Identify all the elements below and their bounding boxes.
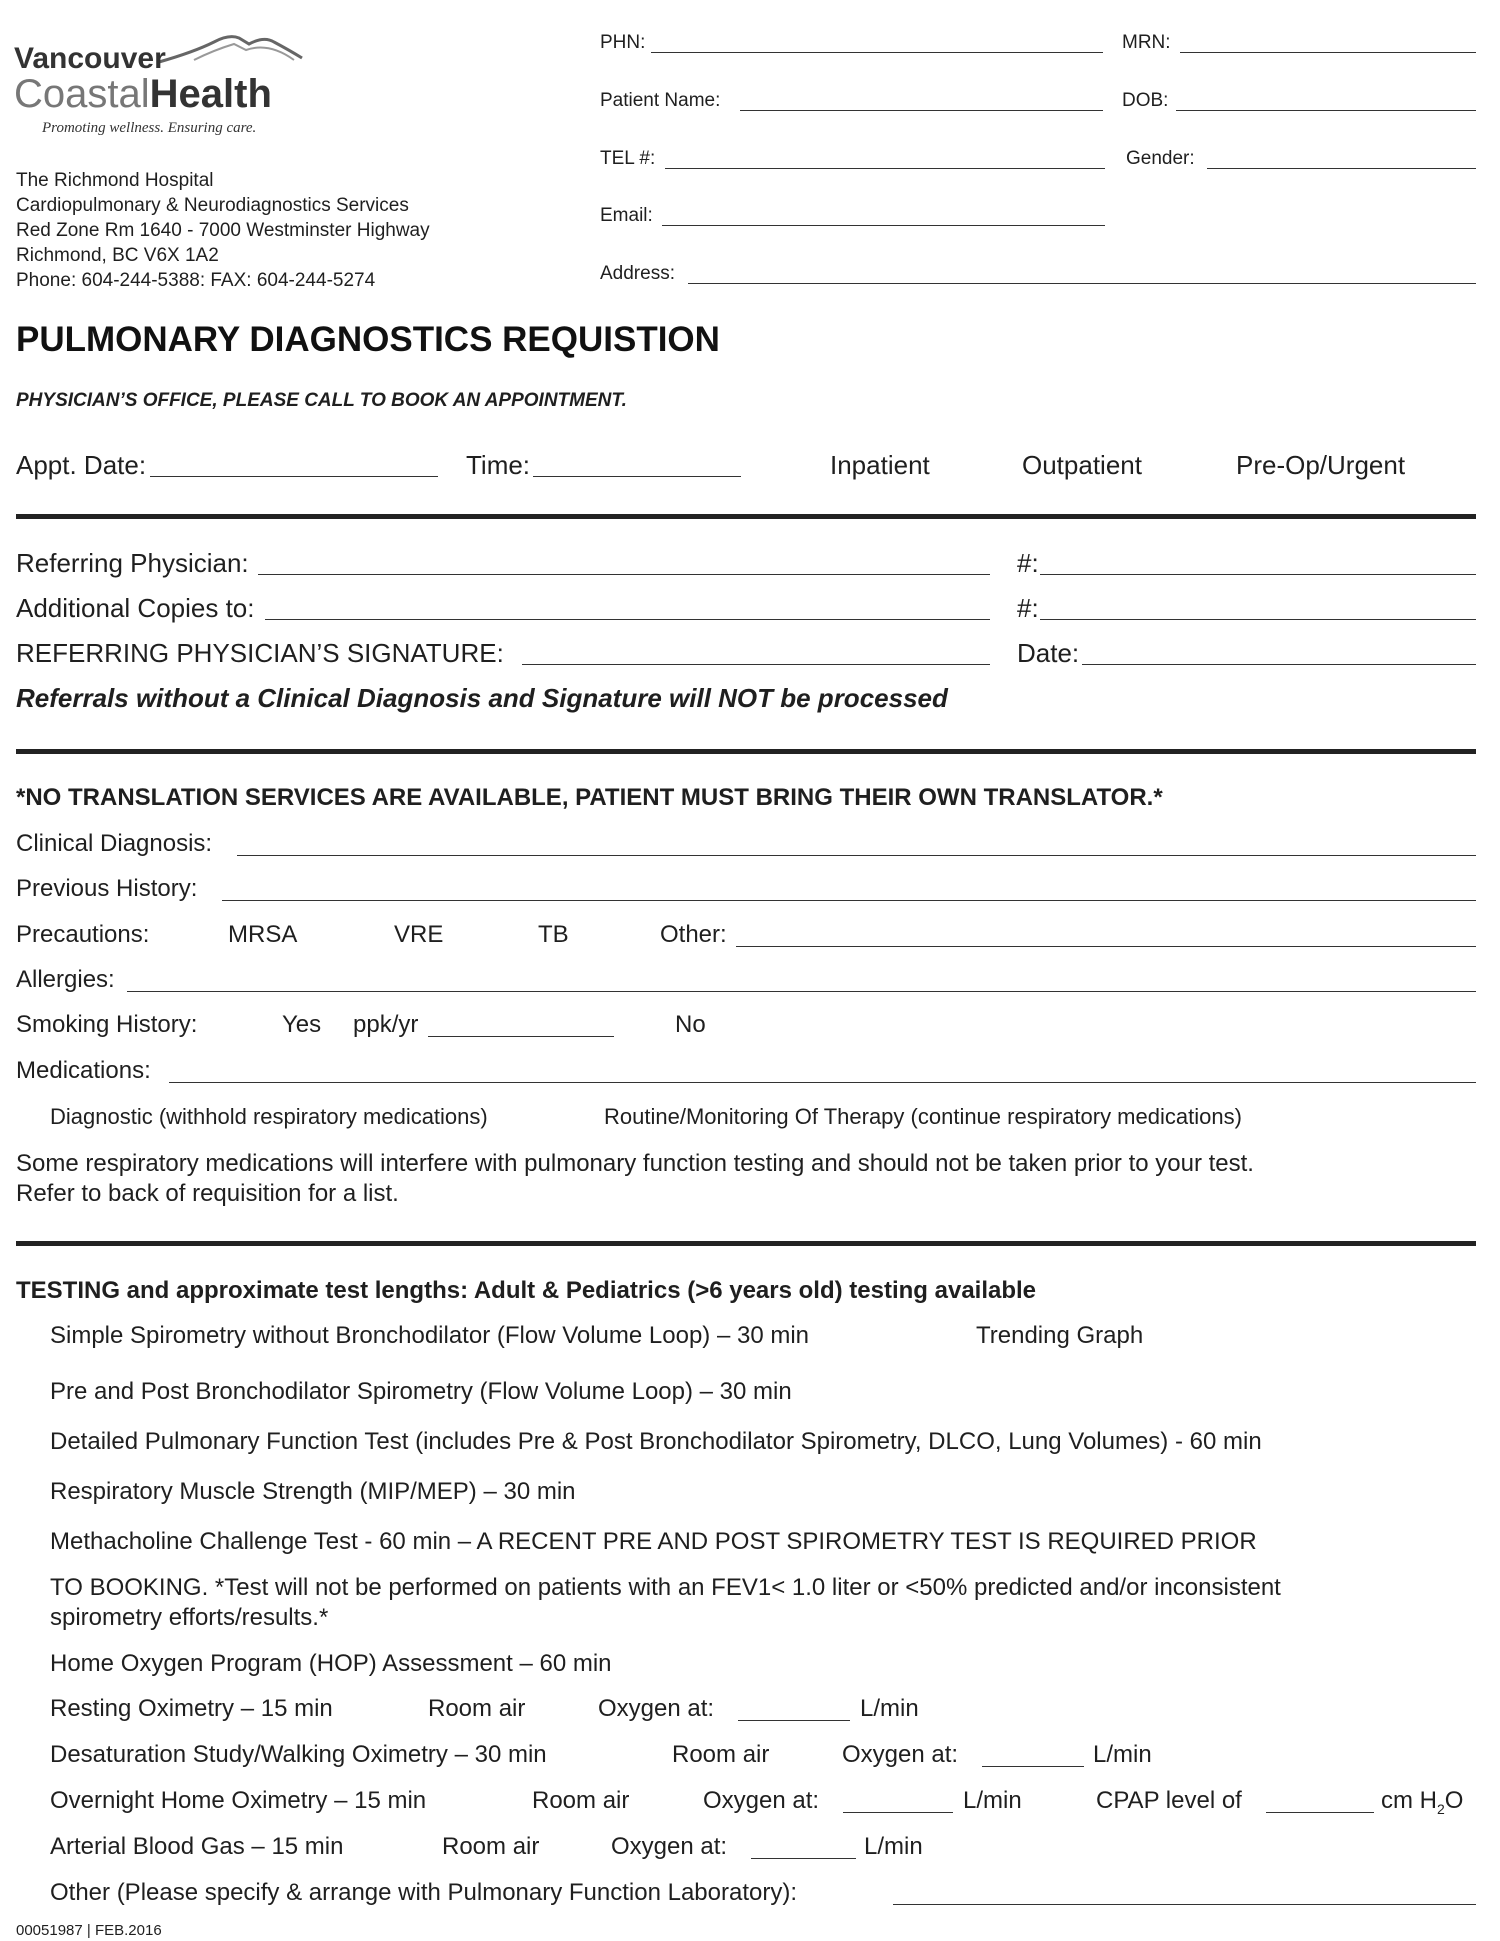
patient-name-field[interactable] [740,110,1103,111]
room-air-option[interactable]: Room air [672,1741,770,1768]
address-label: Address: [600,263,675,284]
smoking-yes-option[interactable]: Yes [282,1011,322,1038]
test-pre-post-spirometry[interactable]: Pre and Post Bronchodilator Spirometry (Flow Volume Loop) – 30 min [50,1378,792,1405]
signature-date-field[interactable] [1082,664,1476,665]
test-muscle-strength[interactable]: Respiratory Muscle Strength (MIP/MEP) – 30 min [50,1478,576,1505]
testing-heading: TESTING and approximate test lengths: Adult & Pediatrics (>6 years old) testing available [16,1277,1037,1304]
dob-field[interactable] [1176,110,1476,111]
smoking-history-label: Smoking History: [16,1011,198,1038]
appt-date-label: Appt. Date: [16,450,147,480]
address-field[interactable] [688,283,1476,284]
inpatient-option[interactable]: Inpatient [830,450,930,480]
test-trending-graph[interactable]: Trending Graph [976,1322,1144,1349]
hospital-address [16,168,430,293]
test-detailed-pft[interactable]: Detailed Pulmonary Function Test (includes Pre & Post Bronchodilator Spirometry, DLCO, Lung Volumes) - 60 min [50,1428,1262,1455]
dob-label: DOB: [1122,90,1169,111]
test-arterial-blood-gas[interactable]: Arterial Blood Gas – 15 min [50,1833,344,1860]
methacholine-note: TO BOOKING. *Test will not be performed on patients with an FEV1< 1.0 liter or <50% predicted and/or inconsistent [50,1574,1281,1601]
oxygen-rate-field[interactable] [738,1720,850,1721]
signature-label: REFERRING PHYSICIAN’S SIGNATURE: [16,638,504,668]
test-hop-assessment[interactable]: Home Oxygen Program (HOP) Assessment – 60 min [50,1650,612,1677]
clinical-diagnosis-label: Clinical Diagnosis: [16,830,213,857]
medication-note: Some respiratory medications will interfere with pulmonary function testing and should not be taken prior to your test. [16,1150,1254,1177]
address-line: The Richmond Hospital [16,170,214,191]
gender-field[interactable] [1207,168,1476,169]
phn-label: PHN: [600,32,646,53]
oxygen-rate-field[interactable] [982,1766,1084,1767]
methacholine-note: spirometry efforts/results.* [50,1604,329,1631]
referring-physician-field[interactable] [258,574,990,575]
logo-health: Health [149,72,272,116]
patient-name-label: Patient Name: [600,90,721,111]
page-title: PULMONARY DIAGNOSTICS REQUISTION [16,320,720,359]
other-precaution-field[interactable] [736,946,1476,947]
tel-field[interactable] [665,168,1105,169]
oxygen-at-label: Oxygen at: [611,1833,728,1860]
test-simple-spirometry[interactable]: Simple Spirometry without Bronchodilator (Flow Volume Loop) – 30 min [50,1322,810,1349]
time-field[interactable] [533,476,741,477]
room-air-option[interactable]: Room air [442,1833,540,1860]
copies-number-field[interactable] [1040,619,1476,620]
signature-field[interactable] [522,664,990,665]
translation-notice: *NO TRANSLATION SERVICES ARE AVAILABLE, PATIENT MUST BRING THEIR OWN TRANSLATOR.* [16,784,1163,811]
cm-h2o-unit [1381,1787,1463,1817]
mrn-label: MRN: [1122,32,1171,53]
oxygen-at-label: Oxygen at: [842,1741,959,1768]
address-line: Cardiopulmonary & Neurodiagnostics Services [16,195,409,216]
lmin-label: L/min [963,1787,1022,1814]
o-text: O [1444,1787,1464,1814]
cpap-level-field[interactable] [1266,1812,1374,1813]
smoking-no-option[interactable]: No [675,1011,706,1038]
vre-option[interactable]: VRE [394,921,444,948]
lmin-label: L/min [864,1833,923,1860]
logo-line1: Vancouver [14,42,166,75]
routine-monitoring-option[interactable]: Routine/Monitoring Of Therapy (continue respiratory medications) [604,1104,1242,1129]
email-field[interactable] [662,225,1105,226]
room-air-option[interactable]: Room air [532,1787,630,1814]
email-label: Email: [600,205,653,226]
medication-note: Refer to back of requisition for a list. [16,1180,399,1207]
lmin-label: L/min [1093,1741,1152,1768]
tel-label: TEL #: [600,148,656,169]
test-overnight-oximetry[interactable]: Overnight Home Oximetry – 15 min [50,1787,427,1814]
clinical-diagnosis-field[interactable] [237,855,1476,856]
oxygen-rate-field[interactable] [751,1858,856,1859]
address-line: Phone: 604-244-5388: FAX: 604-244-5274 [16,270,376,291]
tb-option[interactable]: TB [538,921,569,948]
divider [16,1241,1476,1246]
previous-history-label: Previous History: [16,875,198,902]
number-label: #: [1017,593,1039,623]
preop-urgent-option[interactable]: Pre-Op/Urgent [1236,450,1406,480]
phn-field[interactable] [651,52,1103,53]
referral-warning: Referrals without a Clinical Diagnosis and Signature will NOT be processed [16,683,948,713]
medications-field[interactable] [169,1082,1476,1083]
subscript-2: 2 [1437,1800,1445,1817]
physician-number-field[interactable] [1040,574,1476,575]
cm-h-text: cm H [1381,1787,1437,1814]
date-label: Date: [1017,638,1080,668]
mrsa-option[interactable]: MRSA [228,921,298,948]
ppk-field[interactable] [428,1036,614,1037]
logo [14,30,314,145]
oxygen-at-label: Oxygen at: [703,1787,820,1814]
form-number: 00051987 | FEB.2016 [16,1922,162,1939]
allergies-label: Allergies: [16,966,115,993]
mountain-logo-icon [154,30,304,70]
test-other-label[interactable]: Other (Please specify & arrange with Pulmonary Function Laboratory): [50,1879,798,1906]
time-label: Time: [466,450,531,480]
ppk-label: ppk/yr [353,1011,419,1038]
appt-date-field[interactable] [150,476,438,477]
divider [16,749,1476,754]
additional-copies-field[interactable] [265,619,990,620]
previous-history-field[interactable] [222,900,1476,901]
test-resting-oximetry[interactable]: Resting Oximetry – 15 min [50,1695,333,1722]
additional-copies-label: Additional Copies to: [16,593,255,623]
lmin-label: L/min [860,1695,919,1722]
allergies-field[interactable] [127,991,1476,992]
oxygen-at-label: Oxygen at: [598,1695,715,1722]
other-test-field[interactable] [893,1904,1476,1905]
test-desaturation-study[interactable]: Desaturation Study/Walking Oximetry – 30 min [50,1741,547,1768]
oxygen-rate-field[interactable] [843,1812,953,1813]
gender-label: Gender: [1126,148,1195,169]
mrn-field[interactable] [1180,52,1476,53]
address-line: Richmond, BC V6X 1A2 [16,245,219,266]
outpatient-option[interactable]: Outpatient [1022,450,1142,480]
logo-coastal: Coastal [14,72,150,116]
divider [16,514,1476,519]
referring-physician-label: Referring Physician: [16,548,249,578]
test-methacholine[interactable]: Methacholine Challenge Test - 60 min – A RECENT PRE AND POST SPIROMETRY TEST IS REQUIRED PRIOR [50,1528,1257,1555]
call-note: PHYSICIAN’S OFFICE, PLEASE CALL TO BOOK AN APPOINTMENT. [16,390,627,411]
address-line: Red Zone Rm 1640 - 7000 Westminster Highway [16,220,430,241]
cpap-label: CPAP level of [1096,1787,1242,1814]
precautions-label: Precautions: [16,921,150,948]
room-air-option[interactable]: Room air [428,1695,526,1722]
diagnostic-option[interactable]: Diagnostic (withhold respiratory medications) [50,1104,488,1129]
number-label: #: [1017,548,1039,578]
medications-label: Medications: [16,1057,151,1084]
logo-tagline: Promoting wellness. Ensuring care. [42,120,257,136]
other-precaution-label: Other: [660,921,727,948]
